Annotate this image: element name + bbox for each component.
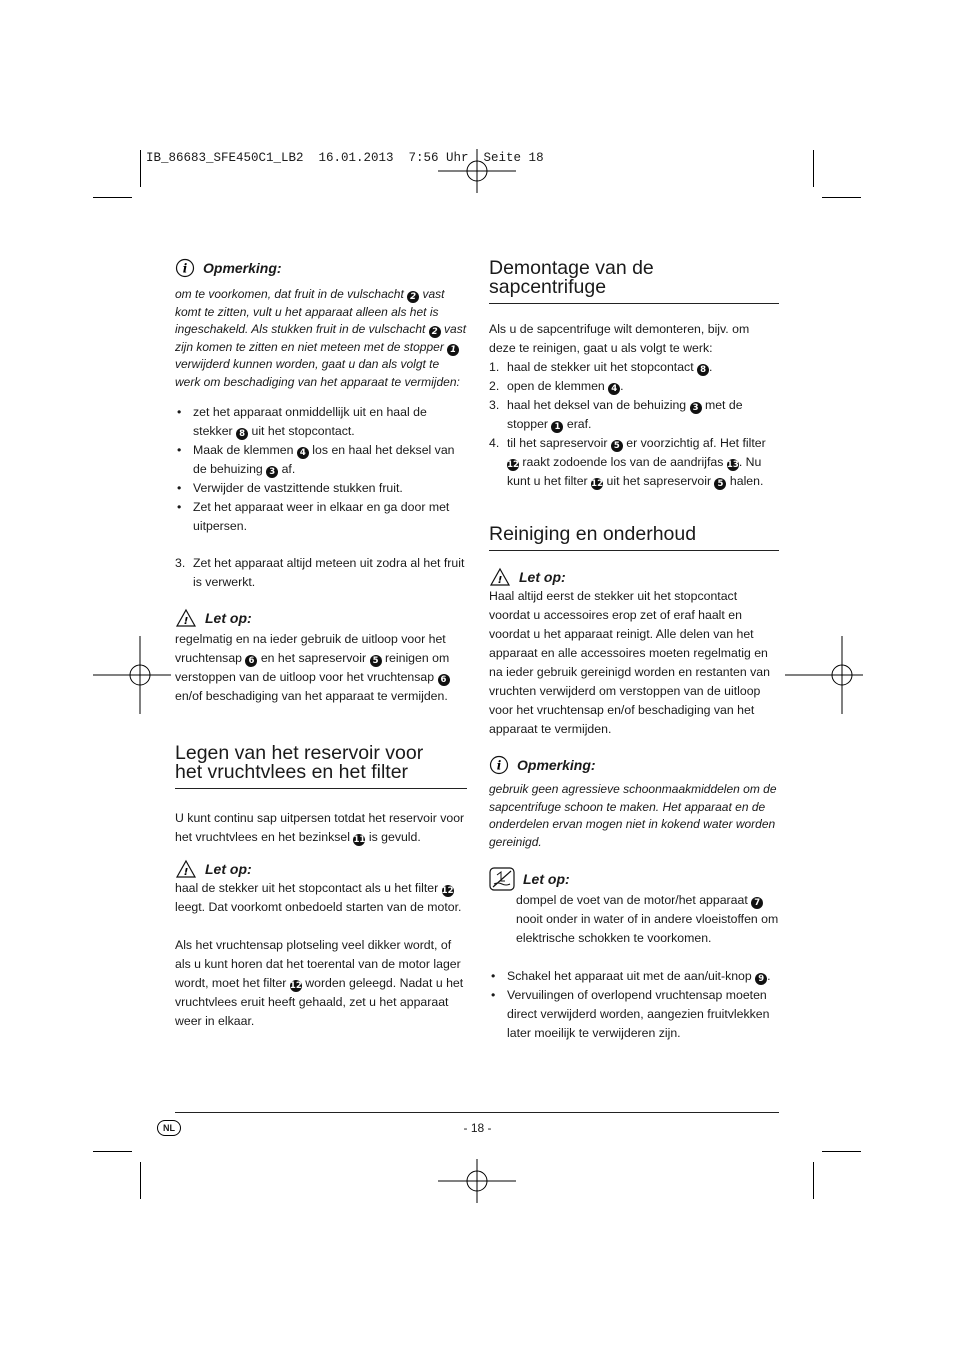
part-number-badge: 4 (297, 447, 309, 459)
list-item: 2. open de klemmen 4 . (489, 379, 624, 394)
part-number-badge: 9 (755, 973, 767, 985)
registration-mark-left (93, 636, 171, 714)
part-number-badge: 5 (714, 478, 726, 490)
part-number-badge: 2 (429, 326, 441, 338)
list-item: • Zet het apparaat weer in elkaar en ga door met uitpersen. (175, 498, 467, 536)
warning-text: Haal altijd eerst de stekker uit het stopcontact voordat u accessoires erop zet of eraf haalt en voordat u het apparaat reinigt. Alle delen van het apparaat en alle accessoires moeten regelmatig en na ieder gebruik gereinigd worden en restanten van vruchten verwijderd om verstoppen van de uitloop voor het vruchtensap en/of beschadiging van het apparaat te vermijden. (489, 589, 770, 736)
list-item: • Verwijder de vastzittende stukken fruit. (175, 479, 467, 498)
right-column (489, 259, 779, 1043)
print-header: IB_86683_SFE450C1_LB2 16.01.2013 7:56 Uhr Seite 18 (146, 151, 544, 165)
svg-text:!: ! (183, 616, 189, 627)
bullet-list (489, 967, 779, 1043)
part-number-badge: 6 (438, 674, 450, 686)
footer-rule (175, 1112, 779, 1113)
part-number-badge: 5 (611, 440, 623, 452)
section-heading-demontage: Demontage van de sapcentrifuge (489, 259, 779, 304)
warning-triangle-icon (175, 859, 197, 879)
section-heading-empty: Legen van het reservoir voor het vruchtvlees en het filter (175, 744, 467, 789)
list-item: 4. til het sapreservoir 5 er voorzichtig af. Het filter 12 raakt zodoende los van de aandrijfas 13. Nu kunt u het filter 12 uit het sapreservoir 5 halen. (489, 436, 766, 489)
part-number-badge: 3 (266, 466, 278, 478)
svg-text:i: i (496, 758, 502, 773)
step-list (175, 554, 467, 592)
warning-text: dompel de voet van de motor/het apparaat 7 nooit onder in water of in andere vloeistoffen om elektrische schokken te voorkomen. (516, 893, 779, 945)
list-item: • Schakel het apparaat uit met de aan/uit-knop 9 . (489, 967, 779, 986)
registration-mark-bottom (438, 1142, 516, 1220)
part-number-badge: 1 (447, 344, 459, 356)
part-number-badge: 4 (608, 383, 620, 395)
warning-title: Let op: (519, 568, 566, 585)
warning-triangle-icon (175, 608, 197, 628)
list-item: • zet het apparaat onmiddellijk uit en haal de stekker 8 uit het stopcontact. (175, 403, 467, 441)
no-immersion-icon (489, 867, 515, 891)
note-heading (175, 258, 467, 278)
part-number-badge: 2 (407, 291, 419, 303)
part-number-badge: 7 (751, 897, 763, 909)
note-text: om te voorkomen, dat fruit in de vulschacht 2 vast komt te zitten, vult u het apparaat alleen als het is ingeschakeld. Als stukken fruit in de vulschacht 2 vast zijn komen te zitten en niet meteen met de stopper 1 verwijderd kunnen worden, gaat u dan als volgt te werk om beschadiging van het apparaat te vermijden: (175, 287, 467, 389)
paragraph: Als het vruchtensap plotseling veel dikker wordt, of als u kunt horen dat het toerental van de motor lager wordt, moet het filter 12 worden geleegd. Nadat u het vruchtvlees eruit heeft gehaald, zet u het apparaat weer in elkaar. (175, 938, 464, 1028)
warning-title: Let op: (523, 870, 570, 887)
part-number-badge: 8 (236, 428, 248, 440)
step-list (489, 358, 779, 491)
svg-text:!: ! (497, 575, 503, 586)
note-text: gebruik geen agressieve schoonmaakmiddelen om de sapcentrifuge schoon te maken. Het apparaat en de onderdelen ervan mogen niet in kokend water worden gereinigd. (489, 782, 777, 849)
list-item: 1. haal de stekker uit het stopcontact 8 . (489, 360, 713, 375)
note-title: Opmerking: (517, 756, 596, 773)
paragraph: U kunt continu sap uitpersen totdat het reservoir voor het vruchtvlees en het bezinksel 11 is gevuld. (175, 811, 465, 845)
note-title: Opmerking: (203, 259, 282, 276)
part-number-badge: 8 (697, 364, 709, 376)
language-badge: NL (157, 1120, 181, 1136)
warning-heading (175, 608, 467, 628)
bullet-list (175, 403, 467, 536)
list-item: 3. haal het deksel van de behuizing 3 met de stopper 1 eraf. (489, 398, 743, 432)
part-number-badge: 11 (353, 835, 366, 845)
svg-text:!: ! (183, 867, 189, 878)
note-heading (489, 755, 779, 775)
warning-title: Let op: (205, 860, 252, 877)
part-number-badge: 6 (245, 655, 257, 667)
part-number-badge: 12 (289, 981, 302, 991)
part-number-badge: 5 (370, 655, 382, 667)
warning-triangle-icon (489, 567, 511, 587)
paragraph: Als u de sapcentrifuge wilt demonteren, bijv. om deze te reinigen, gaat u als volgt te werk: (489, 322, 750, 355)
warning-heading (489, 567, 779, 587)
part-number-badge: 3 (690, 402, 702, 414)
part-number-badge: 13 (726, 460, 739, 470)
warning-heading (489, 867, 779, 891)
warning-title: Let op: (205, 609, 252, 626)
part-number-badge: 12 (441, 886, 454, 896)
left-column (175, 258, 467, 1031)
registration-mark-top (438, 132, 516, 210)
svg-text:i: i (182, 261, 188, 276)
info-icon (175, 258, 195, 278)
part-number-badge: 12 (591, 479, 603, 489)
list-item: • Vervuilingen of overlopend vruchtensap moeten direct verwijderd worden, aangezien fruitvlekken later moeilijk te verwijderen zijn. (489, 986, 779, 1043)
section-heading-cleaning: Reiniging en onderhoud (489, 525, 779, 551)
warning-heading (175, 859, 467, 879)
list-item: 3. Zet het apparaat altijd meteen uit zodra al het fruit is verwerkt. (175, 556, 465, 589)
warning-text: regelmatig en na ieder gebruik de uitloop voor het vruchtensap 6 en het sapreservoir 5 reinigen om verstoppen van de uitloop voor het vruchtensap 6 en/of beschadiging van het apparaat te vermijden. (175, 632, 450, 703)
page-number: - 18 - (463, 1121, 492, 1135)
info-icon (489, 755, 509, 775)
part-number-badge: 12 (507, 460, 519, 470)
part-number-badge: 1 (551, 421, 563, 433)
list-item: • Maak de klemmen 4 los en haal het deksel van de behuizing 3 af. (175, 441, 467, 479)
registration-mark-right (785, 636, 863, 714)
warning-text: haal de stekker uit het stopcontact als u het filter 12 leegt. Dat voorkomt onbedoeld starten van de motor. (175, 881, 462, 914)
